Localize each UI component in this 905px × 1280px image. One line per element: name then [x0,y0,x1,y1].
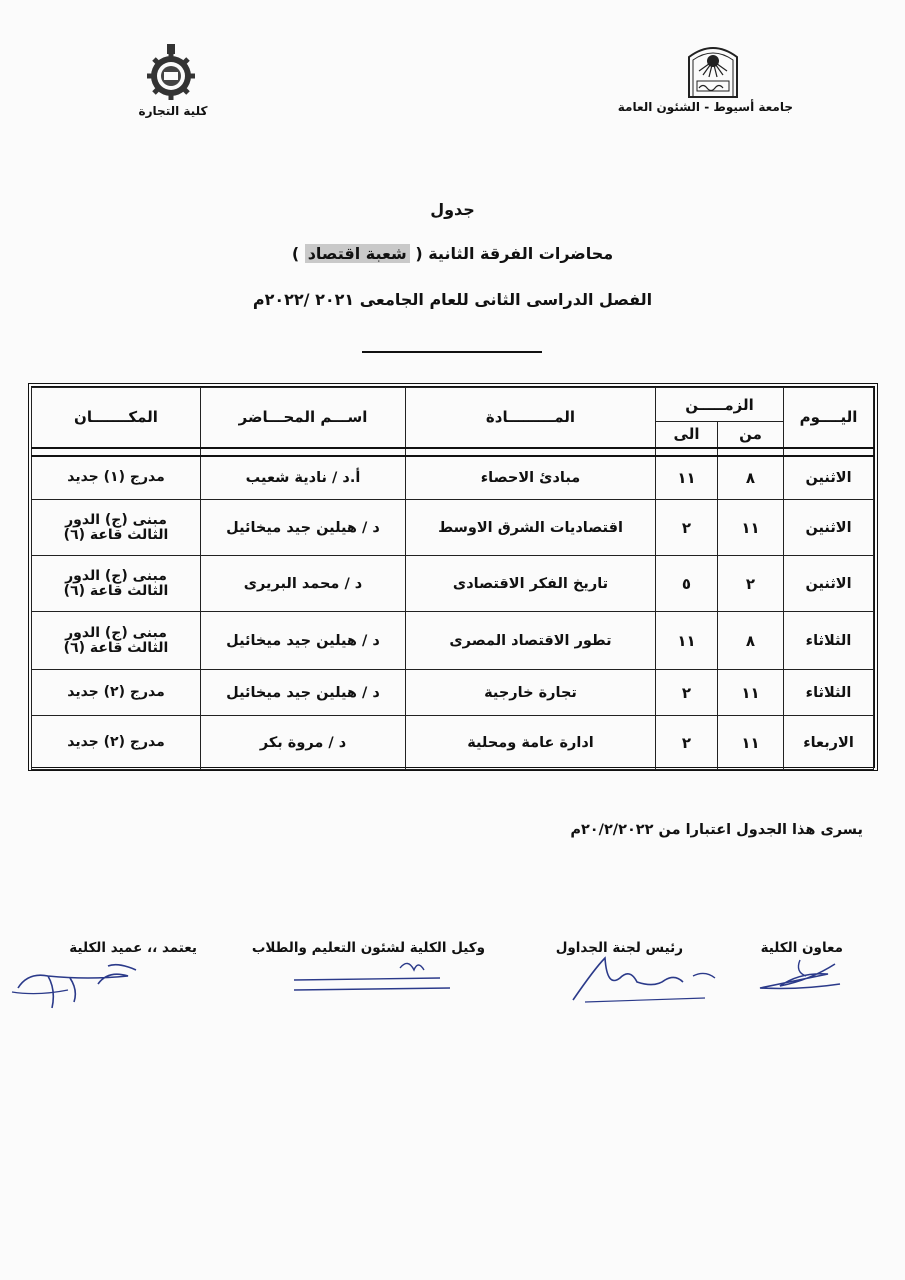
cell-place [32,456,201,500]
cell-day: الاربعاء [784,716,874,770]
place-line-2: الثالث قاعة (٦) [63,639,169,656]
cell-place [32,500,201,556]
cell-subject: مبادئ الاحصاء [406,456,656,500]
cell-to: ٢ [656,716,718,770]
cell-day: الاثنين [784,556,874,612]
table-header-row [32,388,874,422]
place-line-2: الثالث قاعة (٦) [63,582,169,599]
cell-day: الاثنين [784,456,874,500]
place-line-1: مبنى (ج) الدور [65,567,167,584]
place-line-1: مدرج (١) جديد [67,469,165,486]
cell-subject: تطور الاقتصاد المصرى [406,612,656,670]
schedule-table [28,383,878,771]
cell-lecturer: أ.د / نادية شعيب [201,456,406,500]
table-row [32,500,874,556]
cell-lecturer: د / مروة بكر [201,716,406,770]
cell-day: الاثنين [784,500,874,556]
header-to: الى [656,422,718,448]
signature-scribble-4 [8,950,153,1015]
signature-label-dean: يعتمد ،، عميد الكلية [69,940,197,956]
cell-place [32,670,201,716]
header-place: المكـــــــان [32,388,201,448]
table-row [32,716,874,770]
cell-place [32,716,201,770]
cell-lecturer: د / هيلين جيد ميخائيل [201,670,406,716]
cell-from: ١١ [718,670,784,716]
cell-from: ٨ [718,456,784,500]
cell-from: ٨ [718,612,784,670]
faculty-caption: كلية التجارة [138,104,208,118]
signature-label-assistant: معاون الكلية [760,940,843,956]
subtitle-suffix: ) [291,244,305,263]
table-row [32,612,874,670]
title-divider [362,351,542,353]
cell-subject: اقتصاديات الشرق الاوسط [406,500,656,556]
cell-subject: تاريخ الفكر الاقتصادى [406,556,656,612]
table-gap [32,448,874,456]
header-day: اليــــوم [784,388,874,448]
semester-line: الفصل الدراسى الثانى للعام الجامعى ٢٠٢١ /٢٠٢٢م [252,290,653,309]
cell-from: ١١ [718,500,784,556]
table-row [32,456,874,500]
place-line-1: مبنى (ج) الدور [65,511,167,528]
subtitle-prefix: محاضرات الفرقة الثانية ( [409,244,614,263]
signature-label-committee-head: رئيس لجنة الجداول [555,940,683,956]
place-line-1: مبنى (ج) الدور [65,624,167,641]
header-time: الزمـــــن [656,388,784,422]
header-subject: المـــــــــادة [406,388,656,448]
cell-from: ١١ [718,716,784,770]
cell-to: ١١ [656,456,718,500]
cell-to: ٢ [656,500,718,556]
cell-place [32,612,201,670]
place-line-1: مدرج (٢) جديد [67,684,165,700]
table-row [32,670,874,716]
faculty-logo [140,42,202,104]
document-title: جدول [430,200,475,219]
subtitle-highlight: شعبة اقتصاد [305,244,410,263]
table-row [32,556,874,612]
university-caption: جامعة أسيوط - الشئون العامة [617,100,793,114]
cell-day: الثلاثاء [784,612,874,670]
cell-subject: تجارة خارجية [406,670,656,716]
place-line-1: مدرج (٢) جديد [67,734,165,750]
cell-to: ٥ [656,556,718,612]
cell-lecturer: د / هيلين جيد ميخائيل [201,500,406,556]
validity-note: يسرى هذا الجدول اعتبارا من ٢٠/٢/٢٠٢٢م [570,822,863,838]
cell-subject: ادارة عامة ومحلية [406,716,656,770]
cell-place [32,556,201,612]
university-logo [683,45,743,100]
signature-scribble-3 [290,950,460,1000]
header-lecturer: اســـم المحـــاضر [201,388,406,448]
place-line-2: الثالث قاعة (٦) [63,526,169,543]
cell-from: ٢ [718,556,784,612]
cell-to: ٢ [656,670,718,716]
signature-scribble-2 [565,948,725,1008]
signature-scribble-1 [740,950,850,1000]
header-from: من [718,422,784,448]
document-subtitle [0,244,905,263]
cell-lecturer: د / هيلين جيد ميخائيل [201,612,406,670]
signature-label-vice-dean: وكيل الكلية لشئون التعليم والطلاب [251,940,485,956]
cell-day: الثلاثاء [784,670,874,716]
cell-to: ١١ [656,612,718,670]
cell-lecturer: د / محمد البريرى [201,556,406,612]
